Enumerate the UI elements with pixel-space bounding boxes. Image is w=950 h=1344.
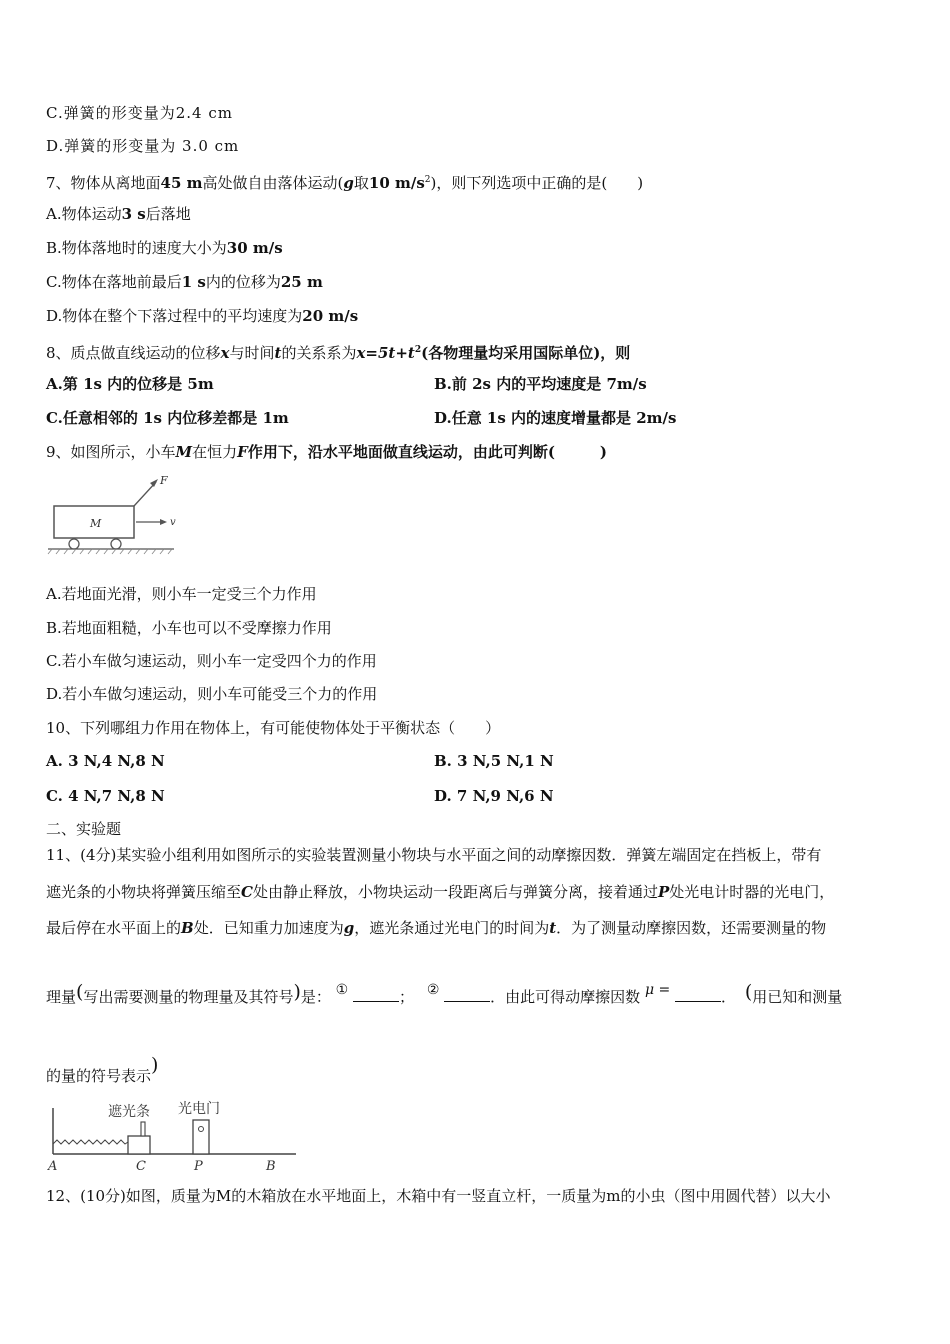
velocity-arrowhead [160,519,167,525]
answer-blank-1[interactable] [353,987,399,1002]
cart-label-m: M [90,517,102,530]
q8-option-d: D.任意 1s 内的速度增量都是 2m/s [434,409,677,427]
q9-option-d: D.若小车做匀速运动，则小车可能受三个力的作用 [46,685,378,703]
q10-option-c: C. 4 N,7 N,8 N [46,787,165,805]
point-a-label: A [48,1159,58,1174]
cart-diagram [46,472,186,558]
q9-stem: 9、如图所示，小车M在恒力F作用下，沿水平地面做直线运动，由此可判断( ) [46,443,608,461]
q11-line-2: 遮光条的小物块将弹簧压缩至C处由静止释放，小物块运动一段距离后与弹簧分离，接着通过P处光电计时器的光电门， [46,883,835,901]
q8-stem: 8、质点做直线运动的位移x与时间t的关系系为$x=5t+t^2$(各物理量均采用国际单位)，则 [46,344,631,362]
photogate [193,1120,209,1154]
velocity-label-v: v [170,517,176,528]
q10-option-b: B. 3 N,5 N,1 N [434,752,554,770]
point-p-label: P [194,1159,203,1174]
q9-option-b: B.若地面粗糙，小车也可以不受摩擦力作用 [46,619,332,637]
q8-option-b: B.前 2s 内的平均速度是 7m/s [434,375,647,393]
block [128,1136,150,1154]
friction-apparatus-diagram [44,1096,304,1176]
q8-option-c: C.任意相邻的 1s 内位移差都是 1m [46,409,289,427]
shading-strip [141,1122,145,1136]
q11-line-5: 的量的符号表示) [46,1054,159,1085]
answer-blank-3[interactable] [675,987,721,1002]
ground-hatch [48,549,172,554]
q7-option-d: D.物体在整个下落过程中的平均速度为20 m/s [46,307,359,325]
q10-option-d: D. 7 N,9 N,6 N [434,787,554,805]
q10-stem: 10、下列哪组力作用在物体上，有可能使物体处于平衡状态（ ） [46,719,501,737]
section-heading: 二、实验题 [46,820,122,838]
q7-option-b: B.物体落地时的速度大小为30 m/s [46,239,283,257]
label-shading-strip: 遮光条 [108,1104,150,1120]
q7-option-a: A.物体运动3 s后落地 [46,205,191,223]
q6-option-d: D.弹簧的形变量为 3.0 cm [46,137,240,155]
point-c-label: C [136,1159,146,1174]
q10-option-a: A. 3 N,4 N,8 N [46,752,165,770]
point-b-label: B [266,1159,276,1174]
spring [53,1140,128,1144]
q7-stem: 7、物体从离地面45 m高处做自由落体运动(g取10 $m/s^2$)，则下列选项中正确的是( ) [46,174,644,192]
q9-option-c: C.若小车做匀速运动，则小车一定受四个力的作用 [46,652,377,670]
force-label-f: F [160,474,168,487]
force-arrowhead [150,479,158,487]
q12-line-1: 12、(10分)如图，质量为M的木箱放在水平地面上，木箱中有一竖直立杆，一质量为m的小虫（图中用圆代替）以大小 [46,1187,831,1205]
q11-line-1: 11、(4分)某实验小组利用如图所示的实验装置测量小物块与水平面之间的动摩擦因数．弹簧左端固定在挡板上，带有 [46,846,822,864]
answer-blank-2[interactable] [444,987,490,1002]
q8-option-a: A.第 1s 内的位移是 5m [46,375,214,393]
cart-wheel-left [69,539,79,549]
q9-option-a: A.若地面光滑，则小车一定受三个力作用 [46,585,317,603]
label-photogate: 光电门 [178,1101,220,1117]
q11-line-3: 最后停在水平面上的B处．已知重力加速度为g，遮光条通过光电门的时间为t．为了测量动摩擦因数，还需要测量的物 [46,919,827,937]
q7-option-c: C.物体在落地前最后1 s内的位移为25 m [46,273,323,291]
q11-line-4: 理量(写出需要测量的物理量及其符号)是： ① ； ② ．由此可得动摩擦因数 μ = ． (用已知和测量 [46,981,843,1006]
q6-option-c: C.弹簧的形变量为2.4 cm [46,104,233,122]
cart-wheel-right [111,539,121,549]
